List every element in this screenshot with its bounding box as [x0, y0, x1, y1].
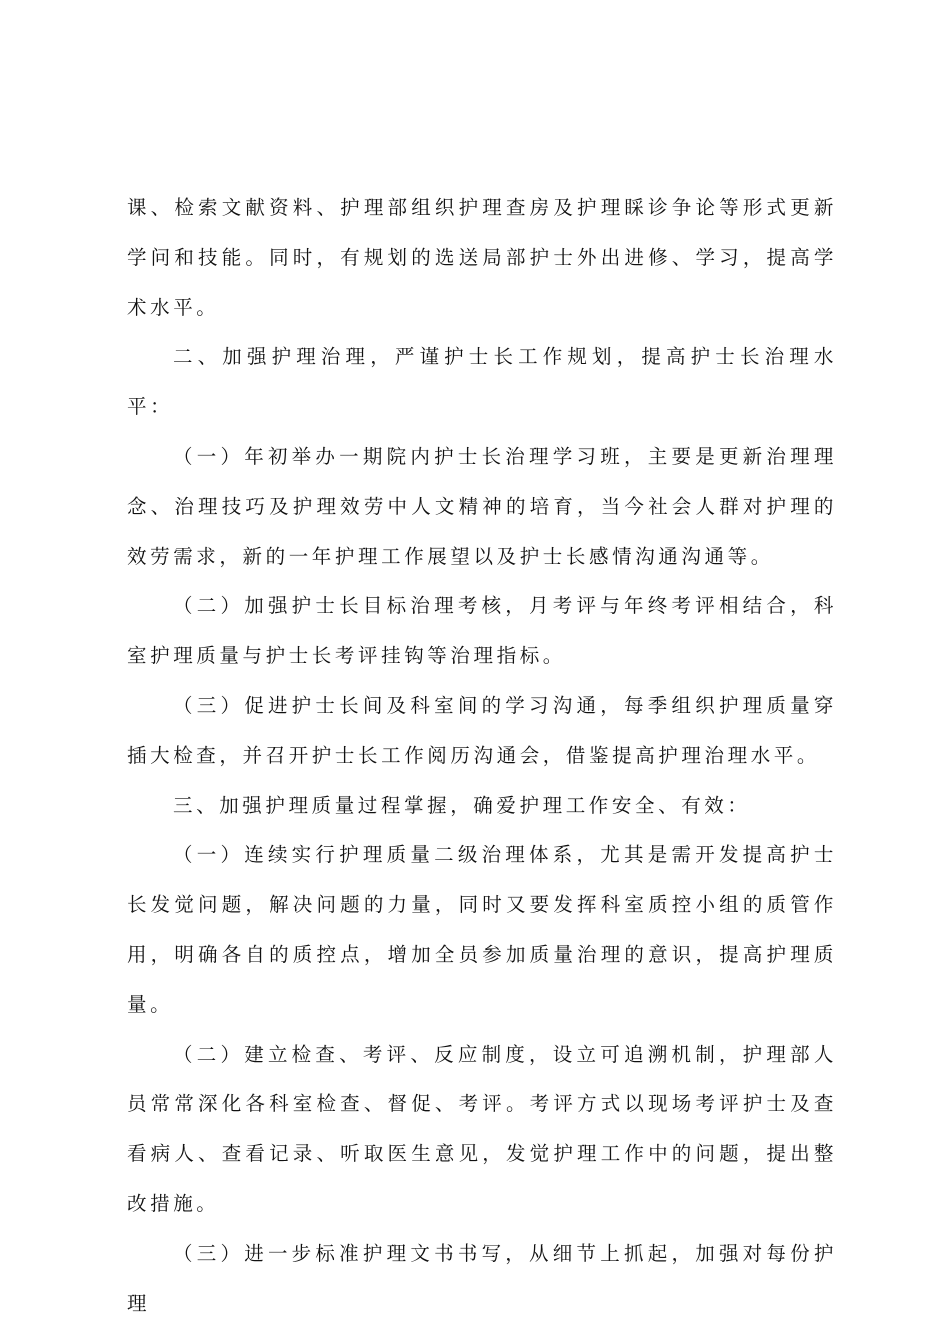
document-body — [127, 183, 837, 1328]
paragraph-2-3: （三）促进护士长间及科室间的学习沟通，每季组织护理质量穿插大检查，并召开护士长工作阅历沟通会，借鉴提高护理治理水平。 — [127, 693, 837, 767]
section-heading-3: 三、加强护理质量过程掌握，确爱护理工作安全、有效： — [173, 793, 751, 817]
paragraph-2-2: （二）加强护士长目标治理考核，月考评与年终考评相结合，科室护理质量与护士长考评挂钩等治理指标。 — [127, 594, 837, 668]
paragraph-3-2: （二）建立检查、考评、反应制度，设立可追溯机制，护理部人员常常深化各科室检查、督促、考评。考评方式以现场考评护士及查看病人、查看记录、听取医生意见，发觉护理工作中的问题，提出整改措施。 — [127, 1042, 837, 1215]
paragraph-3-1: （一）连续实行护理质量二级治理体系，尤其是需开发提高护士长发觉问题，解决问题的力量，同时又要发挥科室质控小组的质管作用，明确各自的质控点，增加全员参加质量治理的意识，提高护理质量。 — [127, 843, 837, 1016]
paragraph-3-3: （三）进一步标准护理文书书写，从细节上抓起，加强对每份护理 — [127, 1241, 837, 1315]
paragraph-1: 课、检索文献资料、护理部组织护理查房及护理睬诊争论等形式更新学问和技能。同时，有规划的选送局部护士外出进修、学习，提高学术水平。 — [127, 196, 837, 319]
paragraph-2-1: （一）年初举办一期院内护士长治理学习班，主要是更新治理理念、治理技巧及护理效劳中人文精神的培育，当今社会人群对护理的效劳需求，新的一年护理工作展望以及护士长感情沟通沟通等。 — [127, 444, 837, 568]
section-heading-2: 二、加强护理治理，严谨护士长工作规划，提高护士长治理水平： — [127, 345, 837, 419]
